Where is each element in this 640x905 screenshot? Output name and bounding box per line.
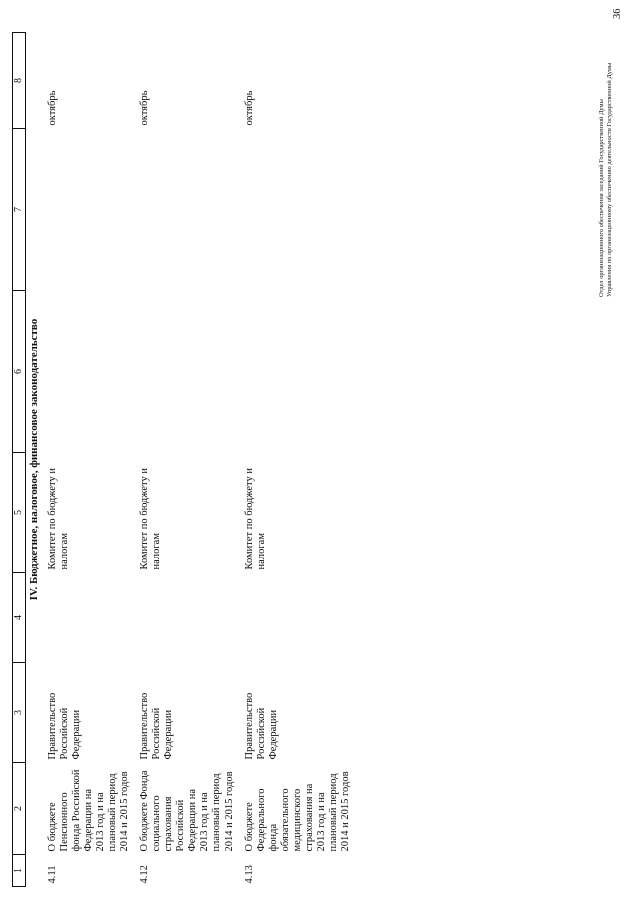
month: октябрь <box>46 90 58 126</box>
initiator: Правительство Российской Федерации <box>46 692 82 760</box>
col7-cell <box>137 129 242 291</box>
column-number-1: 1 <box>13 855 26 887</box>
column-number-3: 3 <box>13 663 26 763</box>
legislative-plan-table <box>12 32 358 887</box>
column-number-5: 5 <box>13 453 26 573</box>
responsible-committee: Комитет по бюджету и налогам <box>139 468 163 570</box>
table-row <box>242 33 359 887</box>
column-number-8: 8 <box>13 33 26 129</box>
col7-cell <box>45 129 137 291</box>
column-number-2: 2 <box>13 763 26 855</box>
col6-cell <box>137 291 242 453</box>
initiator: Правительство Российской Федерации <box>243 692 279 760</box>
page-number: 36 <box>612 8 623 19</box>
responsible-committee: Комитет по бюджету и налогам <box>243 468 267 570</box>
column-number-6: 6 <box>13 291 26 453</box>
col6-cell <box>45 291 137 453</box>
month: октябрь <box>243 90 255 126</box>
col7-cell <box>242 129 359 291</box>
bill-title: О бюджете Федерального фонда обязательного медицинского страхования на 2013 год и на плановый период 2014 и 2015 годов <box>243 771 352 852</box>
table-row <box>137 33 242 887</box>
initiator: Правительство Российской Федерации <box>139 692 175 760</box>
row-number: 4.13 <box>243 865 255 884</box>
section-title: IV. Бюджетное, налоговое, финансовое законодательство <box>28 318 40 601</box>
row-number: 4.11 <box>46 865 58 884</box>
col4-cell <box>242 573 359 663</box>
row-number: 4.12 <box>139 865 151 884</box>
month: октябрь <box>139 90 151 126</box>
col4-cell <box>137 573 242 663</box>
section-row <box>26 33 45 887</box>
bill-title: О бюджете Пенсионного фонда Российской Федерации на 2013 год и на плановый период 2014 и 2015 годов <box>46 769 131 852</box>
col6-cell <box>242 291 359 453</box>
footer-line-1: Отдел организационного обеспечения заседаний Государственной Думы <box>598 99 605 297</box>
bill-title: О бюджете Фонда социального страхования Российской Федерации на 2013 год и на плановый период 2014 и 2015 годов <box>139 770 235 852</box>
footer <box>598 63 614 297</box>
responsible-committee: Комитет по бюджету и налогам <box>46 468 70 570</box>
footer-line-2: Управления по организационному обеспечению деятельности Государственной Думы <box>606 62 613 297</box>
table-row <box>45 33 137 887</box>
column-number-row <box>13 33 26 887</box>
column-number-4: 4 <box>13 573 26 663</box>
col4-cell <box>45 573 137 663</box>
column-number-7: 7 <box>13 129 26 291</box>
